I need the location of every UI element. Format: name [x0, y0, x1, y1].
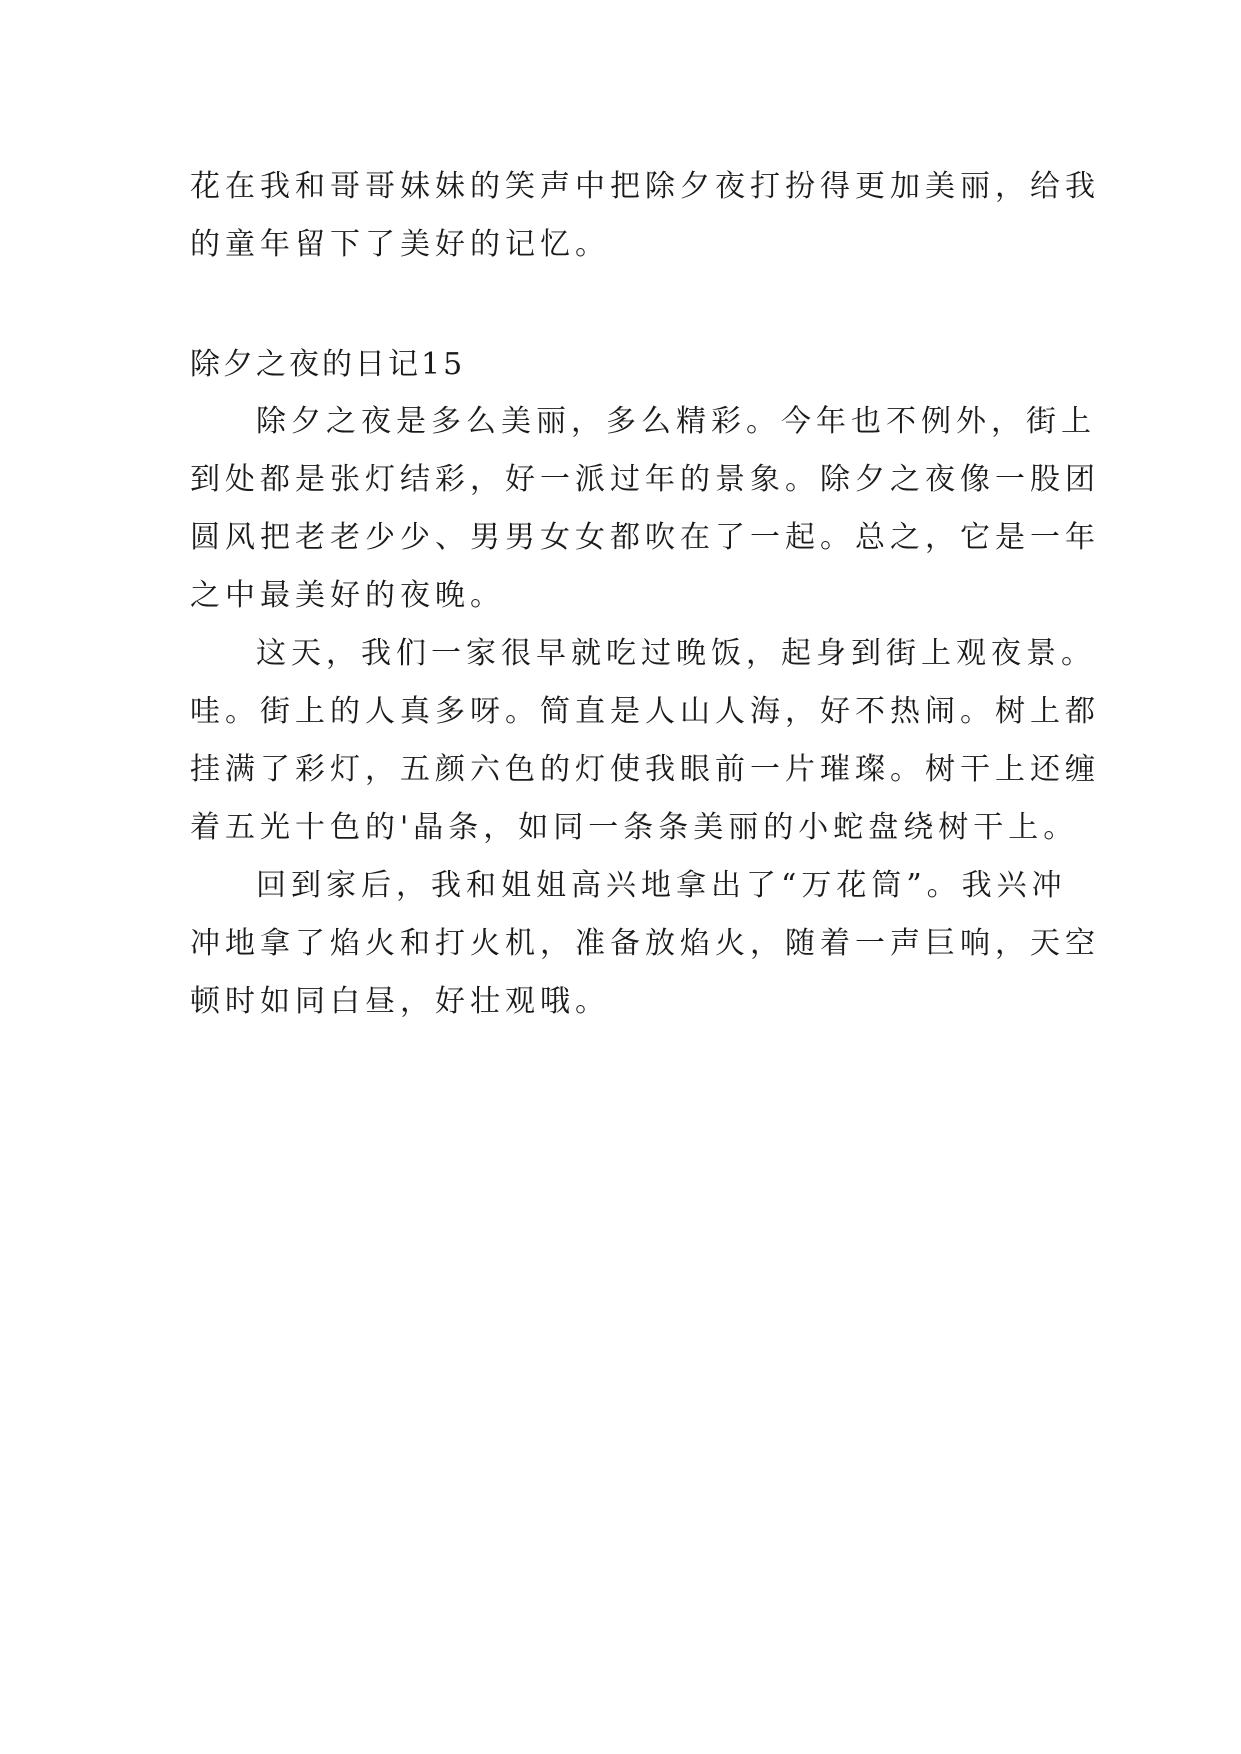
previous-paragraph	[190, 158, 1100, 274]
paragraph-line: 花在我和哥哥妹妹的笑声中把除夕夜打扮得更加美丽，给我	[190, 169, 1100, 204]
paragraph-line: 之中最美好的夜晚。	[190, 578, 505, 613]
paragraph-line: 哇。街上的人真多呀。简直是人山人海，好不热闹。树上都	[190, 694, 1100, 729]
paragraph-line: 这天，我们一家很早就吃过晚饭，起身到街上观夜景。	[256, 636, 1096, 671]
paragraph-line: 挂满了彩灯，五颜六色的灯使我眼前一片璀璨。树干上还缠	[190, 752, 1100, 787]
paragraph-line: 着五光十色的'晶条，如同一条条美丽的小蛇盘绕树干上。	[190, 810, 1079, 845]
paragraph-line: 回到家后，我和姐姐高兴地拿出了“万花筒”。我兴冲	[256, 868, 1067, 903]
paragraph-line: 的童年留下了美好的记忆。	[190, 227, 610, 262]
paragraph-line: 顿时如同白昼，好壮观哦。	[190, 984, 610, 1019]
section-body	[190, 393, 1100, 1031]
paragraph-line: 到处都是张灯结彩，好一派过年的景象。除夕之夜像一股团	[190, 462, 1100, 497]
paragraph-line: 冲地拿了焰火和打火机，准备放焰火，随着一声巨响，天空	[190, 926, 1100, 961]
paragraph-line: 圆风把老老少少、男男女女都吹在了一起。总之，它是一年	[190, 520, 1100, 555]
paragraph-line: 除夕之夜是多么美丽，多么精彩。今年也不例外，街上	[256, 404, 1096, 439]
section-title: 除夕之夜的日记15	[190, 347, 466, 382]
